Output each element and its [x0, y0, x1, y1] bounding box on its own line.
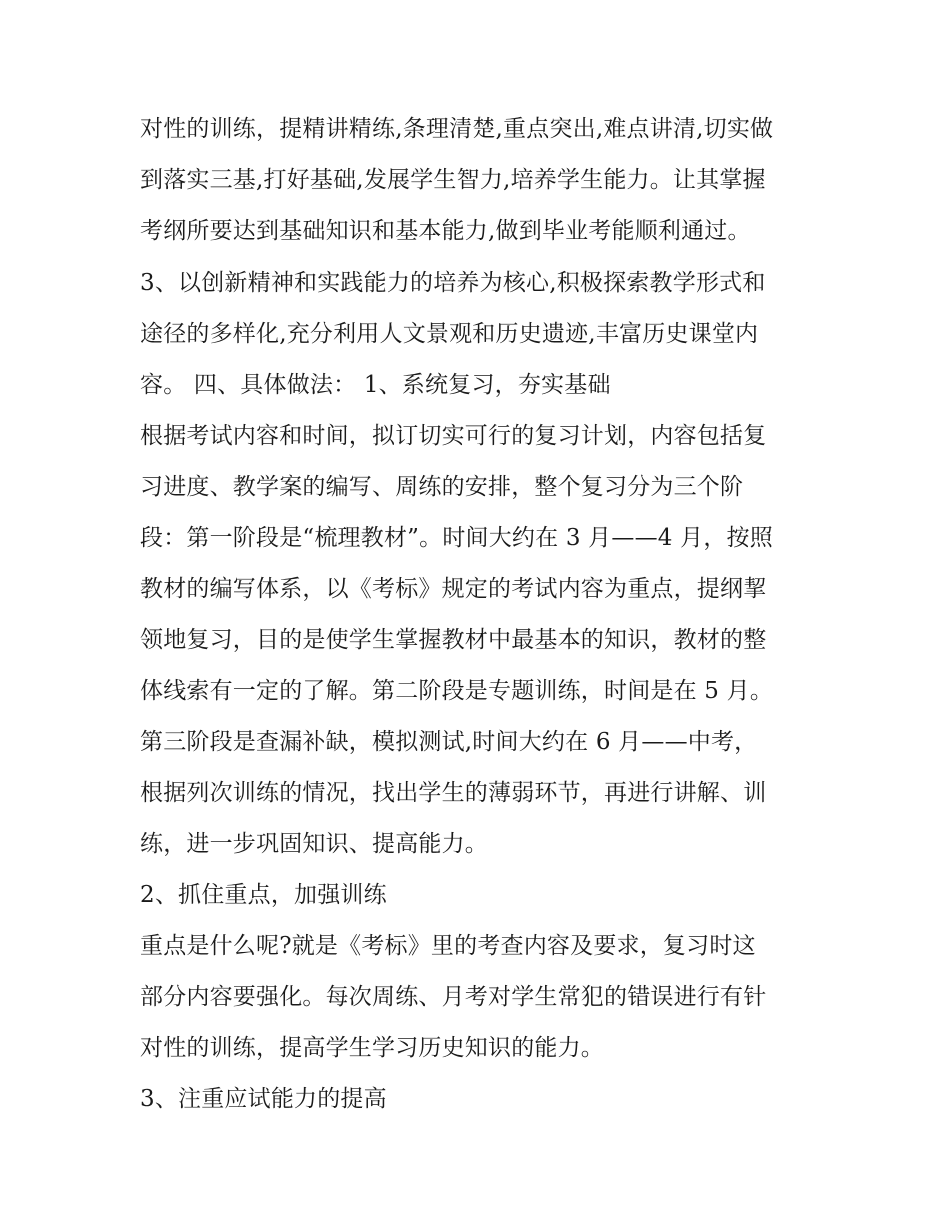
text-line: 体线索有一定的了解。第二阶段是专题训练，时间是在 5 月。 — [140, 678, 774, 704]
text-line: 领地复习，目的是使学生掌握教材中最基本的知识，教材的整 — [140, 627, 767, 653]
text-line: 到落实三基,打好基础,发展学生智力,培养学生能力。让其掌握 — [140, 167, 766, 193]
text-line: 3、注重应试能力的提高 — [140, 1086, 387, 1112]
text-line: 部分内容要强化。每次周练、月考对学生常犯的错误进行有针 — [140, 984, 767, 1010]
text-line: 段：第一阶段是“梳理教材”。时间大约在 3 月——4 月，按照 — [140, 525, 773, 551]
text-line: 重点是什么呢?就是《考标》里的考查内容及要求，复习时这 — [140, 933, 756, 959]
text-line: 第三阶段是查漏补缺，模拟测试,时间大约在 6 月——中考， — [140, 729, 758, 755]
text-line: 3、以创新精神和实践能力的培养为核心,积极探索教学形式和 — [140, 270, 766, 296]
text-line: 途径的多样化,充分利用人文景观和历史遗迹,丰富历史课堂内 — [140, 321, 759, 347]
text-line: 根据列次训练的情况，找出学生的薄弱环节，再进行讲解、训 — [140, 780, 767, 806]
text-line: 考纲所要达到基础知识和基本能力,做到毕业考能顺利通过。 — [140, 218, 751, 244]
text-line: 对性的训练，提精讲精练,条理清楚,重点突出,难点讲清,切实做 — [140, 116, 774, 142]
text-line: 根据考试内容和时间，拟订切实可行的复习计划，内容包括复 — [140, 423, 767, 449]
text-line: 容。 四、具体做法： 1、系统复习，夯实基础 — [140, 372, 611, 398]
text-line: 2、抓住重点，加强训练 — [140, 882, 387, 908]
text-line: 对性的训练，提高学生学习历史知识的能力。 — [140, 1035, 604, 1061]
text-line: 练，进一步巩固知识、提高能力。 — [140, 831, 488, 857]
text-line: 习进度、教学案的编写、周练的安排，整个复习分为三个阶 — [140, 474, 744, 500]
text-line: 教材的编写体系，以《考标》规定的考试内容为重点，提纲挈 — [140, 576, 767, 602]
